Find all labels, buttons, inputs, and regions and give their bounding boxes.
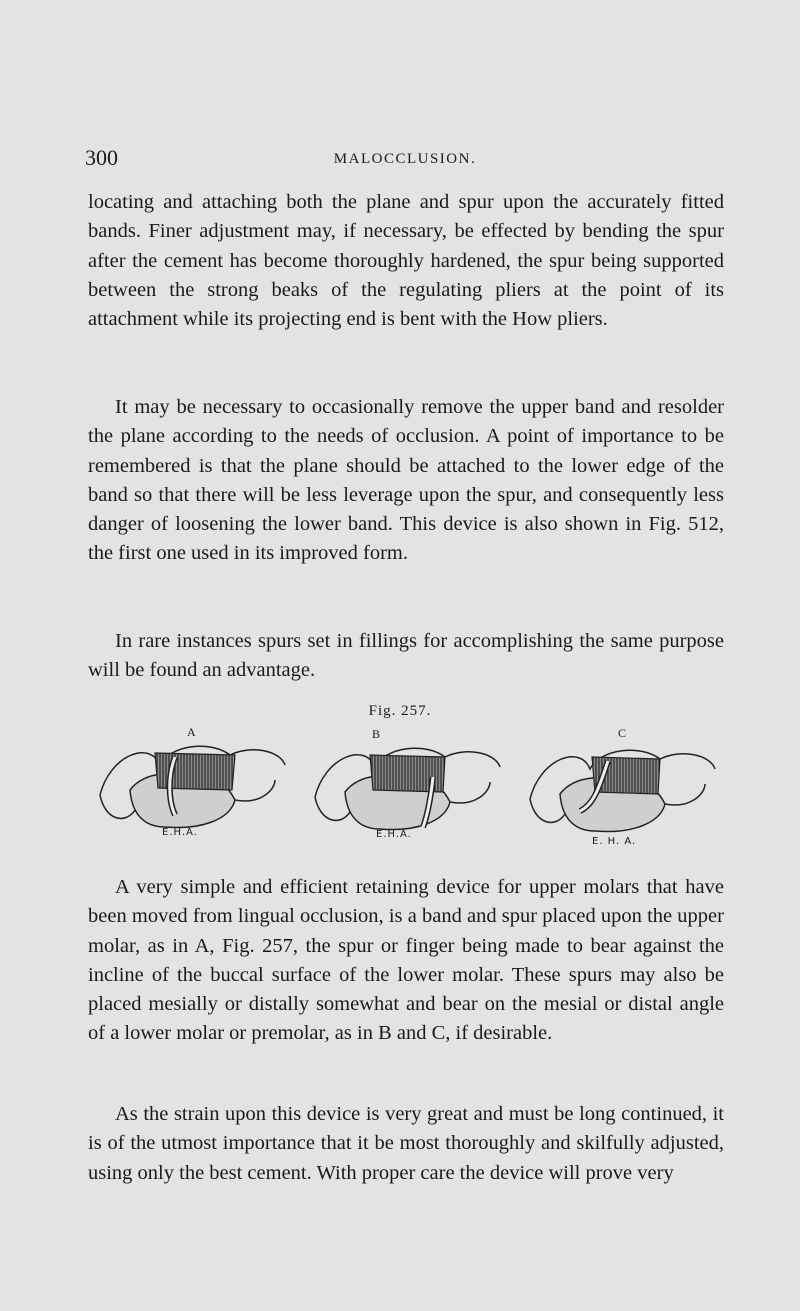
signature-b: E.H.A. (376, 829, 412, 840)
paragraph-3: In rare instances spurs set in fillings for accomplishing the same purpose will be found an advantage. (88, 630, 724, 682)
signature-a: E.H.A. (162, 827, 198, 838)
paragraph-4: A very simple and efficient retaining device for upper molars that have been moved from lingual occlusion, is a band and spur placed upon the upper molar, as in A, Fig. 257, the spur or finger being made to bear against the incline of the buccal surface of the lower molar. These spurs may also be placed mesially or distally somewhat and bear on the mesial or distal angle of a lower molar or premolar, as in B and C, if desirable. (88, 876, 724, 1045)
figure-caption: Fig. 257. (368, 703, 432, 719)
running-head: MALOCCLUSION. (333, 151, 477, 167)
molar-figure-b (315, 748, 500, 829)
molar-figure-a (100, 746, 285, 827)
molar-figure-c (530, 750, 715, 831)
figure-label-b: B (372, 727, 381, 741)
page-number: 300 (85, 145, 118, 170)
paragraph-1: locating and attaching both the plane and spur upon the accurately fitted bands. Finer adjustment may, if necessary, be effected by bending the spur after the cement has become thoroughly hardened, the spur being supported between the strong beaks of the regulating pliers at the point of its attachment while its projecting end is bent with the How pliers. (88, 191, 724, 331)
paragraph-2: It may be necessary to occasionally remove the upper band and resolder the plane according to the needs of occlusion. A point of importance to be remembered is that the plane should be attached to the lower edge of the band so that there will be less leverage upon the spur, and consequently less danger of loosening the lower band. This device is also shown in Fig. 512, the first one used in its improved form. (88, 396, 724, 565)
figure-label-c: C (618, 726, 627, 740)
paragraph-5: As the strain upon this device is very great and must be long continued, it is of the utmost importance that it be most thoroughly and skilfully adjusted, using only the best cement. With proper care the device will prove very (88, 1103, 724, 1184)
signature-c: E. H. A. (592, 836, 637, 847)
figure-label-a: A (187, 725, 196, 739)
page-header (85, 145, 725, 175)
